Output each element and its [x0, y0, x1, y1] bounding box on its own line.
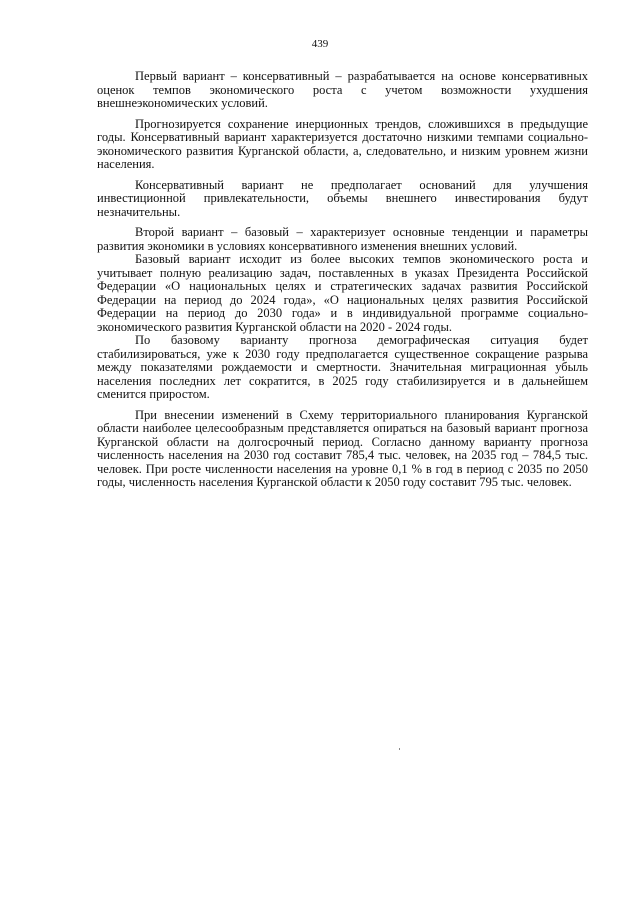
paragraph-population-forecast: При внесении изменений в Схему территориального планирования Курганской области наиболее целесообразным представляется опираться на базовый вариант прогноза Курганской области на долгосрочный период. Согласно данному варианту прогноза численность населения на 2030 год составит 785,4 тыс. человек, на 2035 год – 784,5 тыс. человек. При росте численности населения на уровне 0,1 % в год в период с 2035 по 2050 годы, численность населения Курганской области к 2050 году составит 795 тыс. человек. [97, 407, 588, 489]
paragraph-investment: Консервативный вариант не предполагает оснований для улучшения инвестиционной привлекательности, объемы внешнего инвестирования будут незначительны. [97, 177, 588, 219]
document-body [97, 70, 588, 490]
paragraph-demography: По базовому варианту прогноза демографическая ситуация будет стабилизироваться, уже к 2030 году предполагается существенное сокращение разрыва между показателями рождаемости и смертности. Значительная миграционная убыль населения последних лет сократится, в 2025 году стабилизируется и в дальнейшем сменится приростом. [97, 333, 588, 401]
page-number: 439 [311, 38, 329, 50]
paragraph-base-intro: Второй вариант – базовый – характеризует основные тенденции и параметры развития экономики в условиях консервативного изменения внешних условий. [97, 225, 588, 253]
paragraph-base-details: Базовый вариант исходит из более высоких темпов экономического роста и учитывает полную реализацию задач, поставленных в указах Президента Российской Федерации «О национальных целях и стратегических задачах развития Российской Федерации на период до 2024 года», «О национальных целях развития Российской Федерации на период до 2030 года» и в индивидуальной программе социально-экономического развития Курганской области на 2020 - 2024 годы. [97, 252, 588, 334]
scan-dot [399, 748, 400, 750]
paragraph-inertial-trends: Прогнозируется сохранение инерционных трендов, сложившихся в предыдущие годы. Консервативный вариант характеризуется достаточно низкими темпами социально-экономического развития Курганской области, а, следовательно, и низким уровнем жизни населения. [97, 116, 588, 171]
paragraph-conservative-intro: Первый вариант – консервативный – разрабатывается на основе консервативных оценок темпов экономического роста с учетом возможности ухудшения внешнеэкономических условий. [97, 69, 588, 110]
